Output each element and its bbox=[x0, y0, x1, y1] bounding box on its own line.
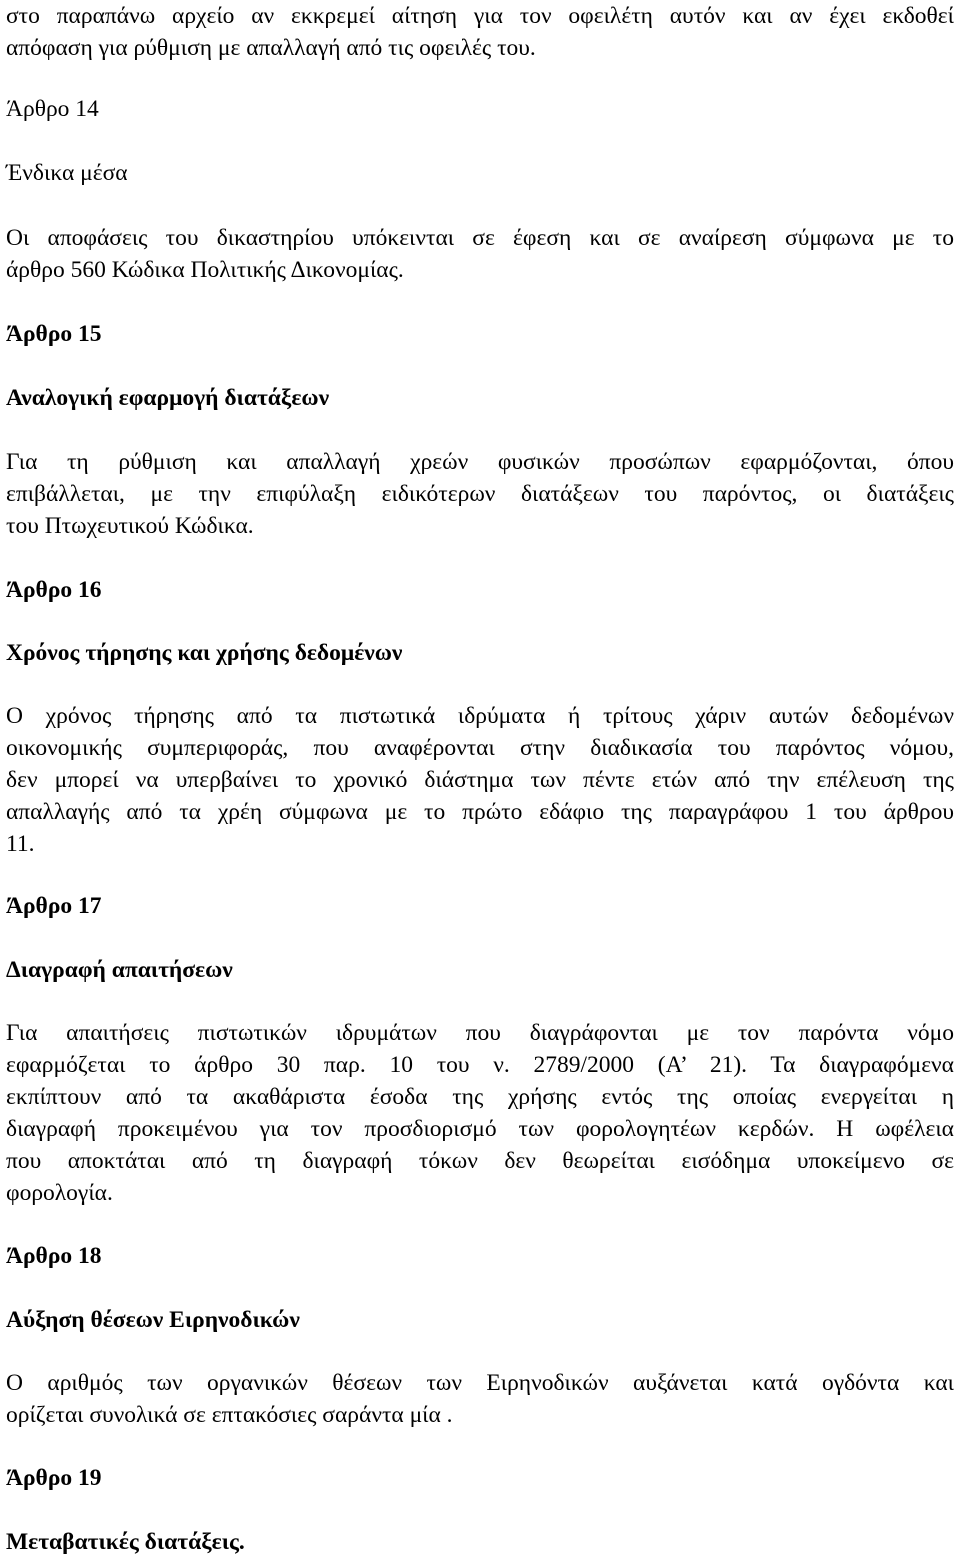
article-17-line: Για απαιτήσεις πιστωτικών ιδρυμάτων που διαγράφονται με τον παρόντα νόμο bbox=[6, 1020, 954, 1046]
intro-paragraph bbox=[6, 0, 954, 64]
article-18-title: Αύξηση θέσεων Ειρηνοδικών bbox=[6, 1307, 300, 1333]
article-17-line: διαγραφή προκειμένου για τον προσδιορισμό των φορολογητέων κερδών. Η ωφέλεια bbox=[6, 1116, 954, 1142]
intro-line: απόφαση για ρύθμιση με απαλλαγή από τις οφειλές του. bbox=[6, 35, 536, 61]
article-18-line: ορίζεται συνολικά σε επτακόσιες σαράντα μία . bbox=[6, 1402, 453, 1428]
article-14-line: Οι αποφάσεις του δικαστηρίου υπόκεινται σε έφεση και σε αναίρεση σύμφωνα με το bbox=[6, 225, 954, 251]
article-16-line: 11. bbox=[6, 831, 35, 857]
article-15-title: Αναλογική εφαρμογή διατάξεων bbox=[6, 385, 330, 411]
article-19-number: Άρθρο 19 bbox=[6, 1465, 102, 1491]
article-15-line: επιβάλλεται, με την επιφύλαξη ειδικότερων διατάξεων του παρόντος, οι διατάξεις bbox=[6, 481, 954, 507]
article-14-line: άρθρο 560 Κώδικα Πολιτικής Δικονομίας. bbox=[6, 257, 404, 283]
article-17-body bbox=[6, 1017, 954, 1209]
article-16-body bbox=[6, 700, 954, 860]
article-14-number: Άρθρο 14 bbox=[6, 96, 99, 122]
article-18-number: Άρθρο 18 bbox=[6, 1243, 102, 1269]
article-16-line: Ο χρόνος τήρησης από τα πιστωτικά ιδρύματα ή τρίτους χάριν αυτών δεδομένων bbox=[6, 703, 954, 729]
article-16-number: Άρθρο 16 bbox=[6, 577, 102, 603]
article-17-line: εκπίπτουν από τα ακαθάριστα έσοδα της χρήσης εντός της οποίας ενεργείται η bbox=[6, 1084, 954, 1110]
article-17-line: φορολογία. bbox=[6, 1180, 113, 1206]
article-18-body bbox=[6, 1367, 954, 1431]
intro-line: στο παραπάνω αρχείο αν εκκρεμεί αίτηση για τον οφειλέτη αυτόν και αν έχει εκδοθεί bbox=[6, 3, 954, 29]
article-14-title: Ένδικα μέσα bbox=[6, 160, 128, 186]
article-17-line: που αποκτάται από τη διαγραφή τόκων δεν θεωρείται εισόδημα υποκείμενο σε bbox=[6, 1148, 954, 1174]
article-18-line: Ο αριθμός των οργανικών θέσεων των Ειρηνοδικών αυξάνεται κατά ογδόντα και bbox=[6, 1370, 954, 1396]
article-16-title: Χρόνος τήρησης και χρήσης δεδομένων bbox=[6, 640, 403, 666]
article-14-body bbox=[6, 222, 954, 286]
article-15-number: Άρθρο 15 bbox=[6, 321, 102, 347]
article-16-line: οικονομικής συμπεριφοράς, που αναφέρονται στην διαδικασία του παρόντος νόμου, bbox=[6, 735, 954, 761]
article-17-line: εφαρμόζεται το άρθρο 30 παρ. 10 του ν. 2789/2000 (Α’ 21). Τα διαγραφόμενα bbox=[6, 1052, 954, 1078]
article-15-line: Για τη ρύθμιση και απαλλαγή χρεών φυσικών προσώπων εφαρμόζονται, όπου bbox=[6, 449, 954, 475]
article-15-body bbox=[6, 446, 954, 542]
article-15-line: του Πτωχευτικού Κώδικα. bbox=[6, 513, 254, 539]
article-17-title: Διαγραφή απαιτήσεων bbox=[6, 957, 233, 983]
article-17-number: Άρθρο 17 bbox=[6, 893, 102, 919]
article-19-title: Μεταβατικές διατάξεις. bbox=[6, 1529, 245, 1555]
article-16-line: δεν μπορεί να υπερβαίνει το χρονικό διάστημα των πέντε ετών από την επέλευση της bbox=[6, 767, 954, 793]
article-16-line: απαλλαγής από τα χρέη σύμφωνα με το πρώτο εδάφιο της παραγράφου 1 του άρθρου bbox=[6, 799, 954, 825]
